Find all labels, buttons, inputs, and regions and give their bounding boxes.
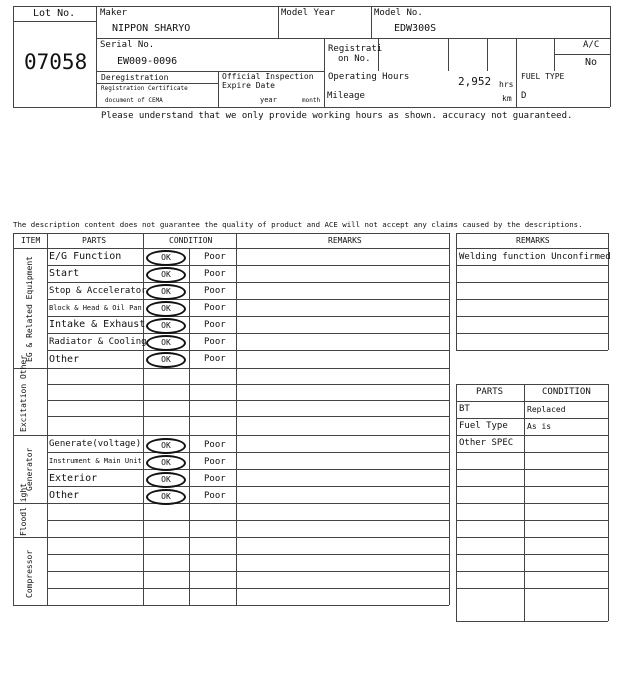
right-part-label: BT <box>459 404 470 414</box>
right-cond-value: As is <box>527 422 552 431</box>
poor-label: Poor <box>204 337 226 347</box>
ok-mark: OK <box>146 335 186 351</box>
ok-mark: OK <box>146 267 186 283</box>
poor-label: Poor <box>204 269 226 279</box>
col-remarks: REMARKS <box>328 236 362 245</box>
serial-label: Serial No. <box>100 40 155 50</box>
col-item: ITEM <box>21 236 41 245</box>
registration-label: Registrati <box>328 44 383 54</box>
ok-mark: OK <box>146 318 186 334</box>
poor-label: Poor <box>204 286 226 296</box>
operating-hours-value: 2,952 <box>458 75 492 88</box>
notice-text: Please understand that we only provide working hours as shown. accuracy not guaranteed. <box>101 111 573 121</box>
maker-label: Maker <box>100 8 128 18</box>
eg-part-label: E/G Function <box>49 251 122 262</box>
model-no-value: EDW300S <box>394 23 437 34</box>
cema-label: document of CEMA <box>105 97 163 104</box>
official-label-2: Expire Date <box>222 81 275 90</box>
serial-value: EW009-0096 <box>117 56 178 67</box>
model-no-label: Model No. <box>374 8 423 18</box>
poor-label: Poor <box>204 491 226 501</box>
parts-header: PARTS <box>476 387 504 397</box>
ok-mark: OK <box>146 472 186 488</box>
right-part-label: Fuel Type <box>459 421 508 431</box>
eg-part-label: Intake & Exhaust <box>49 319 146 330</box>
right-cond-value: Replaced <box>527 405 566 414</box>
gen-part-label: Generate(voltage) <box>49 439 142 449</box>
poor-label: Poor <box>204 457 226 467</box>
ok-mark: OK <box>146 301 186 317</box>
lot-label: Lot No. <box>33 8 76 19</box>
right-part-label: Other SPEC <box>459 438 514 448</box>
eg-part-label: Stop & Accelerator <box>49 286 147 296</box>
fuel-type-label: FUEL TYPE <box>521 72 565 81</box>
section-eg-label: EG & Related Equipment <box>25 256 34 362</box>
poor-label: Poor <box>204 354 226 364</box>
section-floodlight-label: Floodl ight <box>19 483 28 536</box>
model-year-label: Model Year <box>281 8 336 18</box>
eg-part-label: Other <box>49 354 80 365</box>
section-excitation-label: Excitation Other <box>19 354 28 432</box>
ac-value: No <box>585 57 598 68</box>
hrs-unit: hrs <box>499 80 514 89</box>
section-compressor-label: Compressor <box>25 549 34 598</box>
km-unit: km <box>502 94 512 103</box>
reg-cert-label: Registration Certificate <box>101 85 188 92</box>
poor-label: Poor <box>204 252 226 262</box>
lot-number: 07058 <box>24 50 88 74</box>
poor-label: Poor <box>204 440 226 450</box>
official-label: Official Inspection <box>222 72 314 81</box>
ac-label: A/C <box>583 40 600 50</box>
fuel-type-value: D <box>521 91 527 101</box>
ok-mark: OK <box>146 284 186 300</box>
disclaimer-text: The description content does not guarantee the quality of product and ACE will not accept any claims caused by the descriptions. <box>13 220 583 229</box>
registration-label-2: on No. <box>338 54 371 64</box>
eg-part-label: Block & Head & Oil Pan <box>49 304 142 312</box>
maker-value: NIPPON SHARYO <box>112 23 191 34</box>
ok-mark: OK <box>146 438 186 454</box>
poor-label: Poor <box>204 320 226 330</box>
poor-label: Poor <box>204 474 226 484</box>
ok-mark: OK <box>146 489 186 505</box>
section-generator-label: Generator <box>25 447 34 491</box>
ok-mark: OK <box>146 250 186 266</box>
col-parts: PARTS <box>82 236 107 245</box>
month-label: month <box>302 97 321 104</box>
year-label: year <box>260 96 277 104</box>
condition-header: CONDITION <box>542 387 591 397</box>
col-condition: CONDITION <box>169 236 213 245</box>
mileage-label: Mileage <box>327 91 365 101</box>
remarks-header: REMARKS <box>516 236 550 245</box>
gen-part-label: Other <box>49 490 80 501</box>
eg-part-label: Start <box>49 268 80 279</box>
poor-label: Poor <box>204 303 226 313</box>
operating-hours-label: Operating Hours <box>328 72 410 82</box>
ok-mark: OK <box>146 455 186 471</box>
remarks-first: Welding function Unconfirmed <box>459 252 611 262</box>
gen-part-label: Instrument & Main Unit <box>49 457 142 465</box>
dereg-label: Deregistration <box>101 73 169 82</box>
eg-part-label: Radiator & Cooling <box>49 337 147 347</box>
gen-part-label: Exterior <box>49 473 98 484</box>
ok-mark: OK <box>146 352 186 368</box>
